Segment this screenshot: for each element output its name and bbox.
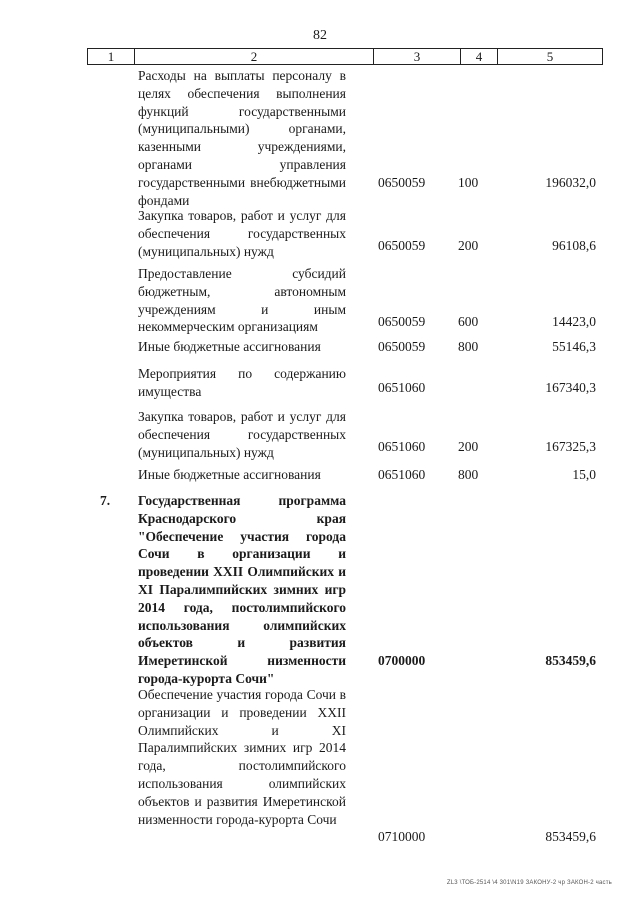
row-name: Закупка товаров, работ и услуг для обеспечения государственных (муниципальных) нужд xyxy=(138,208,346,259)
row-target-code: 0650059 xyxy=(378,238,426,253)
row-target-code: 0651060 xyxy=(378,380,426,395)
row-amount: 853459,6 xyxy=(545,653,596,668)
row-expense-type: 800 xyxy=(458,467,479,482)
row-name: Обеспечение участия города Сочи в организации и проведении XXII Олимпийских и XI Паралимпийских зимних игр 2014 года, постолимпийского использования олимпийских объектов и развития Имеретинской низменности города-курорта Сочи xyxy=(138,687,346,827)
row-expense-type: 600 xyxy=(458,314,479,329)
row-amount: 96108,6 xyxy=(552,238,596,253)
row-expense-type: 200 xyxy=(458,439,479,454)
row-amount: 15,0 xyxy=(572,467,596,482)
row-name: Государственная программа Краснодарского края "Обеспечение участия города Сочи в организации и проведении XXII Олимпийских и XI Паралимпийских зимних игр 2014 года, постолимпийского использования олимпийских объектов и развития Имеретинской низменности города-курорта Сочи" xyxy=(138,493,346,686)
row-target-code: 0650059 xyxy=(378,339,426,354)
row-name: Мероприятия по содержанию имущества xyxy=(138,366,346,399)
row-expense-type: 200 xyxy=(458,238,479,253)
table-header-row xyxy=(87,48,603,65)
row-amount: 167340,3 xyxy=(545,380,596,395)
row-expense-type: 800 xyxy=(458,339,479,354)
row-name: Расходы на выплаты персоналу в целях обеспечения выполнения функций государственными (муниципальными) органами, казенными учреждениями, органами управления государственными внебюджетными фондами xyxy=(138,68,346,208)
row-name: Иные бюджетные ассигнования xyxy=(138,339,321,354)
row-name: Иные бюджетные ассигнования xyxy=(138,467,321,482)
header-cell-5: 5 xyxy=(497,49,602,64)
row-expense-type: 100 xyxy=(458,175,479,190)
header-cell-2: 2 xyxy=(134,49,373,64)
row-amount: 14423,0 xyxy=(552,314,596,329)
row-amount: 55146,3 xyxy=(552,339,596,354)
header-cell-4: 4 xyxy=(460,49,497,64)
row-name: Предоставление субсидий бюджетным, автономным учреждениям и иным некоммерческим организациям xyxy=(138,266,346,335)
row-target-code: 0651060 xyxy=(378,439,426,454)
row-amount: 167325,3 xyxy=(545,439,596,454)
page-number: 82 xyxy=(313,28,327,43)
row-name: Закупка товаров, работ и услуг для обеспечения государственных (муниципальных) нужд xyxy=(138,409,346,460)
row-amount: 196032,0 xyxy=(545,175,596,190)
header-cell-1: 1 xyxy=(107,49,115,64)
row-target-code: 0651060 xyxy=(378,467,426,482)
row-target-code: 0650059 xyxy=(378,175,426,190)
row-target-code: 0650059 xyxy=(378,314,426,329)
row-number: 7. xyxy=(100,493,111,508)
footer-file-path: ZL3 \ТОБ-2514 \4 301\N19 ЗАКОНУ-2 чр ЗАКОН-2 часть xyxy=(446,880,612,886)
row-target-code: 0700000 xyxy=(378,653,426,668)
row-target-code: 0710000 xyxy=(378,829,426,844)
header-cell-3: 3 xyxy=(373,49,460,64)
row-amount: 853459,6 xyxy=(545,829,596,844)
